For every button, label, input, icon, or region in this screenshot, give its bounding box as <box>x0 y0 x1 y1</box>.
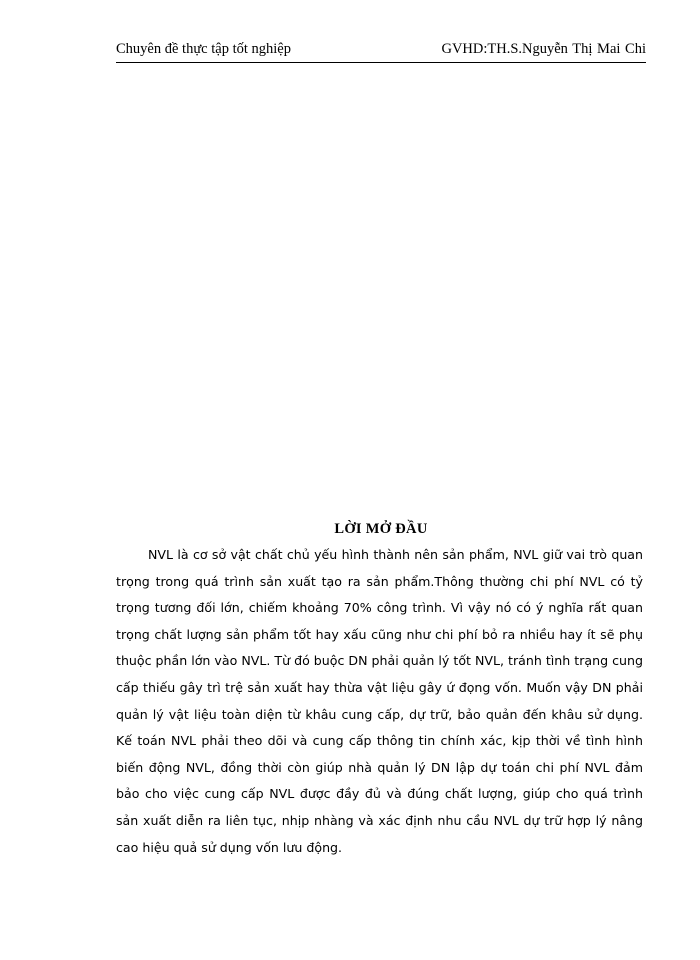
page-header <box>116 40 646 63</box>
section-title: LỜI MỞ ĐẦU <box>334 521 428 537</box>
header-document-title: Chuyên đề thực tập tốt nghiệp <box>116 41 291 57</box>
intro-paragraph: NVL là cơ sở vật chất chủ yếu hình thành nên sản phẩm, NVL giữ vai trò quan trọng trong quá trình sản xuất tạo ra sản phẩm.Thông thường chi phí NVL có tỷ trọng tương đối lớn, chiếm khoảng 70% công trình. Vì vậy nó có ý nghĩa rất quan trọng chất lượng sản phẩm tốt hay xấu cũng như chi phí bỏ ra nhiều hay ít sẽ phụ thuộc phần lớn vào NVL. Từ đó buộc DN phải quản lý tốt NVL, tránh tình trạng cung cấp thiếu gây trì trệ sản xuất hay thừa vật liệu gây ứ đọng vốn. Muốn vậy DN phải quản lý vật liệu toàn diện từ khâu cung cấp, dự trữ, bảo quản đến khâu sử dụng. Kế toán NVL phải theo dõi và cung cấp thông tin chính xác, kịp thời về tình hình biến động NVL, đồng thời còn giúp nhà quản lý DN lập dự toán chi phí NVL đảm bảo cho việc cung cấp NVL được đầy đủ và đúng chất lượng, giúp cho quá trình sản xuất diễn ra liên tục, nhịp nhàng và xác định nhu cầu NVL dự trữ hợp lý nâng cao hiệu quả sử dụng vốn lưu động. <box>116 547 643 855</box>
header-supervisor: GVHD:TH.S.Nguyễn Thị Mai Chi <box>441 41 646 57</box>
